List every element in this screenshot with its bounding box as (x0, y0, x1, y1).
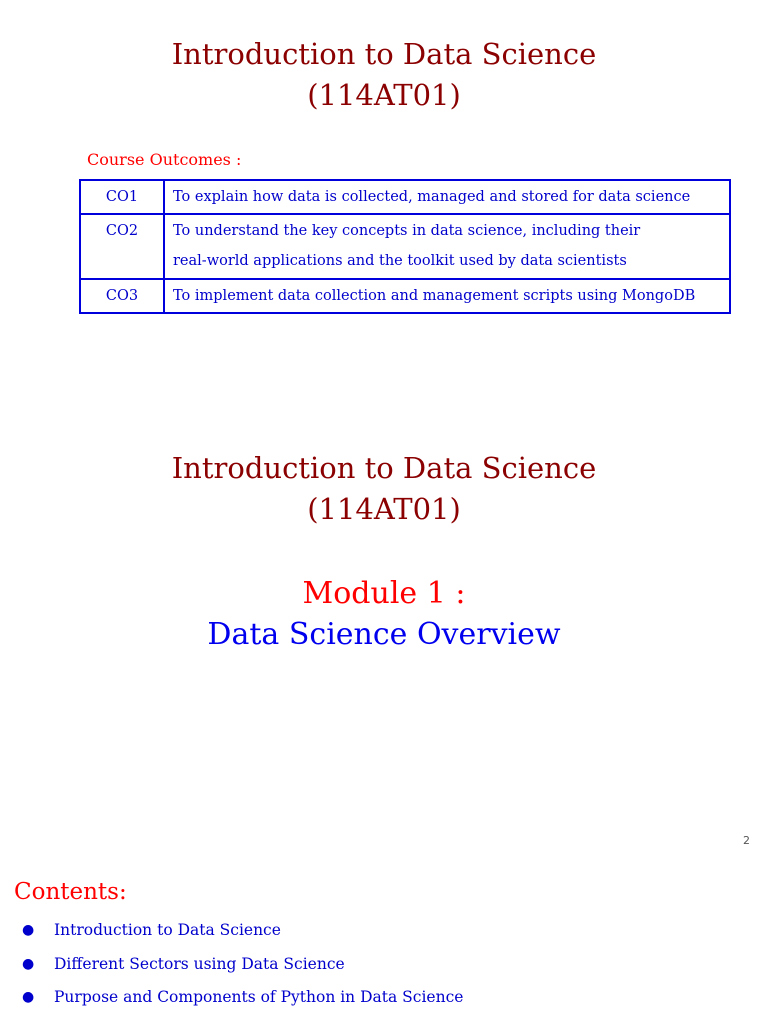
module-label: Module 1 : (302, 576, 466, 611)
page-number: 2 (743, 834, 750, 847)
contents-list (0, 914, 768, 1015)
outcome-text (164, 180, 730, 214)
list-item-label: Different Sectors using Data Science (54, 954, 345, 973)
bullet-icon: ● (22, 989, 35, 1005)
table-row (80, 214, 730, 279)
list-item-label: Introduction to Data Science (54, 921, 281, 939)
bullet-icon: ● (22, 922, 35, 938)
list-item (0, 948, 768, 982)
outcome-text-line: To explain how data is collected, managed and stored for data science (173, 189, 691, 205)
module-name: Data Science Overview (207, 617, 561, 652)
course-title-code: (114AT01) (307, 78, 461, 112)
outcome-code: CO2 (80, 214, 164, 279)
course-title-2 (0, 448, 768, 530)
table-row (80, 180, 730, 214)
table-row (80, 279, 730, 313)
list-item-label: Purpose and Components of Python in Data Science (54, 988, 464, 1006)
outcome-text (164, 214, 730, 279)
contents-heading: Contents: (14, 879, 127, 905)
list-item (0, 914, 768, 948)
course-title-name: Introduction to Data Science (171, 37, 597, 71)
outcome-code: CO3 (80, 279, 164, 313)
course-title-code: (114AT01) (307, 492, 461, 526)
outcome-text-line: real-world applications and the toolkit used by data scientists (173, 253, 627, 269)
course-outcomes-label: Course Outcomes : (87, 150, 242, 169)
outcome-text-line: To implement data collection and management scripts using MongoDB (173, 288, 696, 304)
outcome-text (164, 279, 730, 313)
course-title (0, 34, 768, 116)
course-outcomes-table (79, 179, 731, 314)
outcome-code: CO1 (80, 180, 164, 214)
outcome-text-line: To understand the key concepts in data science, including their (173, 223, 641, 239)
bullet-icon: ● (22, 955, 35, 972)
list-item (0, 981, 768, 1015)
course-title-name: Introduction to Data Science (171, 451, 597, 485)
